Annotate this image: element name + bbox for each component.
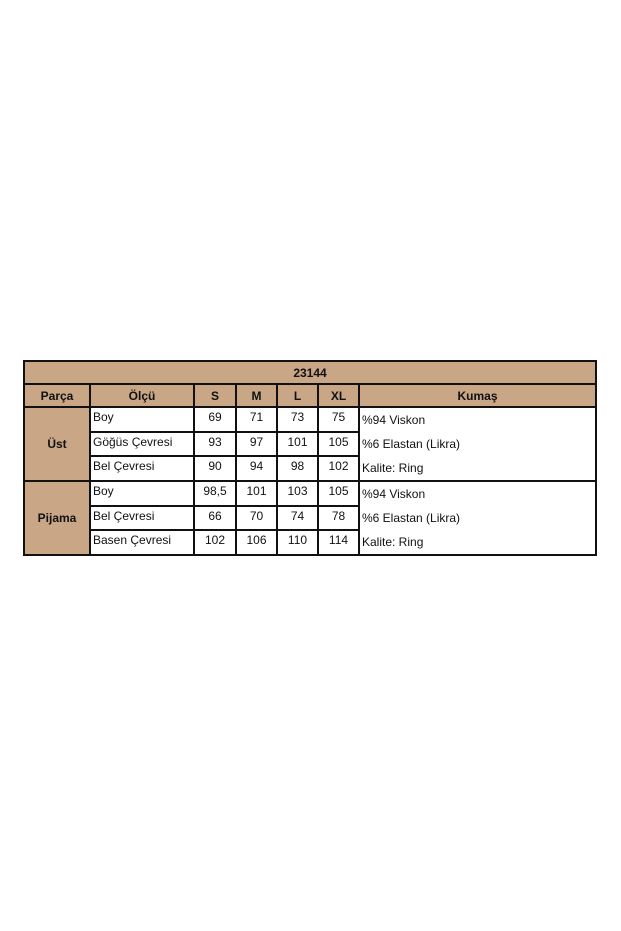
size-value: 105 bbox=[318, 432, 359, 457]
size-value: 75 bbox=[318, 407, 359, 432]
product-code: 23144 bbox=[24, 361, 596, 384]
header-part: Parça bbox=[24, 384, 90, 407]
size-value: 105 bbox=[318, 481, 359, 506]
size-value: 102 bbox=[318, 456, 359, 481]
header-size-xl: XL bbox=[318, 384, 359, 407]
fabric-line: %6 Elastan (Likra) bbox=[362, 511, 461, 525]
size-value: 110 bbox=[277, 530, 318, 555]
size-value: 71 bbox=[236, 407, 277, 432]
fabric-line: %94 Viskon bbox=[362, 487, 426, 501]
header-measure: Ölçü bbox=[90, 384, 194, 407]
size-value: 93 bbox=[194, 432, 236, 457]
size-value: 69 bbox=[194, 407, 236, 432]
size-value: 114 bbox=[318, 530, 359, 555]
table-row bbox=[24, 481, 596, 506]
header-size-l: L bbox=[277, 384, 318, 407]
table-row bbox=[24, 407, 596, 432]
fabric-info-pijama bbox=[359, 481, 596, 555]
header-size-s: S bbox=[194, 384, 236, 407]
title-row bbox=[24, 361, 596, 384]
size-value: 66 bbox=[194, 506, 236, 531]
size-value: 73 bbox=[277, 407, 318, 432]
fabric-info-ust bbox=[359, 407, 596, 481]
fabric-line: Kalite: Ring bbox=[362, 461, 424, 475]
part-label-pijama: Pijama bbox=[24, 481, 90, 555]
measure-label: Bel Çevresi bbox=[90, 506, 194, 531]
size-value: 102 bbox=[194, 530, 236, 555]
fabric-line: %6 Elastan (Likra) bbox=[362, 437, 461, 451]
measure-label: Boy bbox=[90, 481, 194, 506]
size-value: 70 bbox=[236, 506, 277, 531]
fabric-line: Kalite: Ring bbox=[362, 535, 424, 549]
measure-label: Göğüs Çevresi bbox=[90, 432, 194, 457]
measure-label: Basen Çevresi bbox=[90, 530, 194, 555]
measure-label: Bel Çevresi bbox=[90, 456, 194, 481]
size-value: 101 bbox=[236, 481, 277, 506]
size-value: 74 bbox=[277, 506, 318, 531]
size-value: 98 bbox=[277, 456, 318, 481]
size-value: 78 bbox=[318, 506, 359, 531]
size-value: 94 bbox=[236, 456, 277, 481]
size-value: 106 bbox=[236, 530, 277, 555]
size-value: 90 bbox=[194, 456, 236, 481]
size-value: 103 bbox=[277, 481, 318, 506]
part-label-ust: Üst bbox=[24, 407, 90, 481]
header-fabric: Kumaş bbox=[359, 384, 596, 407]
fabric-line: %94 Viskon bbox=[362, 413, 426, 427]
header-row bbox=[24, 384, 596, 407]
size-value: 101 bbox=[277, 432, 318, 457]
size-value: 97 bbox=[236, 432, 277, 457]
header-size-m: M bbox=[236, 384, 277, 407]
size-value: 98,5 bbox=[194, 481, 236, 506]
size-chart-table bbox=[23, 360, 597, 556]
measure-label: Boy bbox=[90, 407, 194, 432]
